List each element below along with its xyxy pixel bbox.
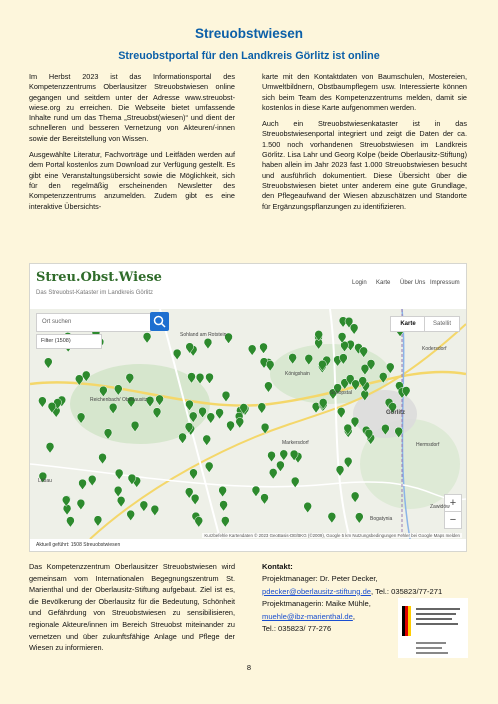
- contact-heading: Kontakt:: [262, 562, 293, 571]
- contact-comma: ,: [352, 611, 355, 621]
- place-label: Kodersdorf: [422, 346, 447, 352]
- email-link-muehle[interactable]: muehle@ibz-marienthal.de: [262, 611, 353, 621]
- place-label: Zawidów: [430, 504, 450, 510]
- bottom-left-text: Das Kompetenzzentrum Oberlausitzer Streuobstwiesen wird gemeinsam vom Internationalen Begegnungszentrum St. Marienthal und der Oberlausitz-Stiftung aufgebaut. Ziel ist es, die Bevölkerung der Oberlausitz für die Bedeutung, Schönheit und Gefährdung von Streuobstwiesen zu sensibilisieren, regionale Akteure/innen im Bereich Streuobst miteinander zu vernetzen und über zukunftsfähige Anlage und Pflege der Wiesen zu informieren.: [29, 562, 235, 653]
- place-label: Hermsdorf: [416, 442, 440, 448]
- place-label: Löbau: [38, 478, 52, 484]
- place-label: Königshain: [285, 371, 310, 377]
- email-link-decker[interactable]: pdecker@oberlausitz-stiftung.de: [262, 586, 372, 596]
- saxony-coat-of-arms-icon: [398, 598, 468, 658]
- paragraph: Auch ein Streuobstwiesenkataster ist in das Streuobstwiesenportal integriert und zeigt die Daten der ca. 1.500 noch vorhandenen Streuobstwiesen im Landkreis Görlitz. Lisa Lahr und Georg Kolpe (beide Oberlausitz-Stiftung) haben allein im Jahr 2023 fast 1.000 Streuobstwiesen besucht und ausführlich dokumentiert. Diese Übersicht über die Streuobstwiesen bietet unter anderem eine gute Grundlage, den Pflegeaufwand der Wiesen abzuschätzen und Standorte für Ergänzungspflanzungen zu identifizieren.: [262, 119, 467, 211]
- search-icon: [150, 312, 169, 331]
- contact-line: Projektmanagerin: Maike Mühle,: [262, 599, 371, 609]
- filter-button[interactable]: Filter (1508): [36, 334, 102, 349]
- maptype-karte[interactable]: Karte: [390, 316, 426, 332]
- contact-tel: Tel.: 035823/ 77-276: [262, 624, 332, 634]
- map-footer: Aktuell geführt: 1508 Streuobstwiesen: [30, 539, 467, 551]
- maptype-satellit[interactable]: Satellit: [424, 316, 460, 332]
- place-label: Görlitz: [386, 410, 405, 416]
- paragraph: Im Herbst 2023 ist das Informationsportal des Kompetenzzentrums Oberlausitzer Streuobstwiesen online gegangen und seitdem unter der Adresse www.streuobst-wiese.org zu erreichen. Die Webseite bietet umfassende Inhalte rund um das Thema „Streuobst(wiesen)“ und dient der schnelleren und besseren Vernetzung von Akteuren/-innen sowie der Bereitstellung von Wissen.: [29, 72, 235, 143]
- place-label: Markersdorf: [282, 440, 309, 446]
- paragraph: Ausgewählte Literatur, Fachvorträge und Leitfäden werden auf dem Portal kostenlos zum Download zur Verfügung gestellt. Es gibt eine Veranstaltungsübersicht sowie die Möglichkeit, sich für den regelmäßig erscheinenden Newsletter des Kompetenzzentrums anzumelden. Zudem gibt es eine interaktive Übersichts-: [29, 150, 235, 211]
- contact-tel: , Tel.: 035823/77-271: [371, 586, 443, 596]
- map-header: [30, 264, 466, 309]
- paragraph: karte mit den Kontaktdaten von Baumschulen, Mostereien, Umweltbildnern, Obstbaumpflegern usw. Interessierte können sich beim Team des Kompetenzzentrums melden, damit sie kostenlos in diese Karte aufgenommen werden.: [262, 72, 467, 112]
- nav-impressum[interactable]: Impressum: [430, 280, 460, 286]
- page-number: 8: [246, 663, 252, 672]
- page-subtitle: Streuobstportal für den Landkreis Görlitz ist online: [118, 50, 380, 62]
- nav-karte[interactable]: Karte: [376, 280, 391, 286]
- zoom-out-button[interactable]: −: [444, 511, 462, 529]
- portal-subtitle: Das Streuobst-Kataster im Landkreis Görlitz: [36, 290, 154, 296]
- map-screenshot: [29, 263, 467, 552]
- search-button[interactable]: [150, 312, 169, 331]
- place-label: Reichenbach/ Oberlausitz: [90, 397, 148, 403]
- funding-logo: [398, 598, 468, 658]
- portal-logo[interactable]: Streu.Obst.Wiese: [36, 270, 162, 285]
- place-label: Schöpstal: [330, 390, 352, 396]
- nav-login[interactable]: Login: [352, 280, 367, 286]
- zoom-in-button[interactable]: +: [444, 494, 462, 512]
- nav-ueber-uns[interactable]: Über Uns: [400, 280, 426, 286]
- place-label: Sohland am Rotstein: [180, 332, 227, 338]
- contact-line: Projektmanager: Dr. Peter Decker,: [262, 574, 378, 584]
- right-column: [262, 72, 467, 218]
- place-label: Bogatynia: [370, 516, 393, 522]
- left-column: [29, 72, 235, 218]
- search-input[interactable]: Ort suchen: [36, 313, 151, 332]
- map-attribution[interactable]: Kurzbefehle Kartendaten © 2023 GeoBasis-DE/BKG (©2009), Google 5 km Nutzungsbedingungen Fehler bei Google Maps melden: [204, 533, 460, 538]
- page-title: Streuobstwiesen: [194, 26, 304, 41]
